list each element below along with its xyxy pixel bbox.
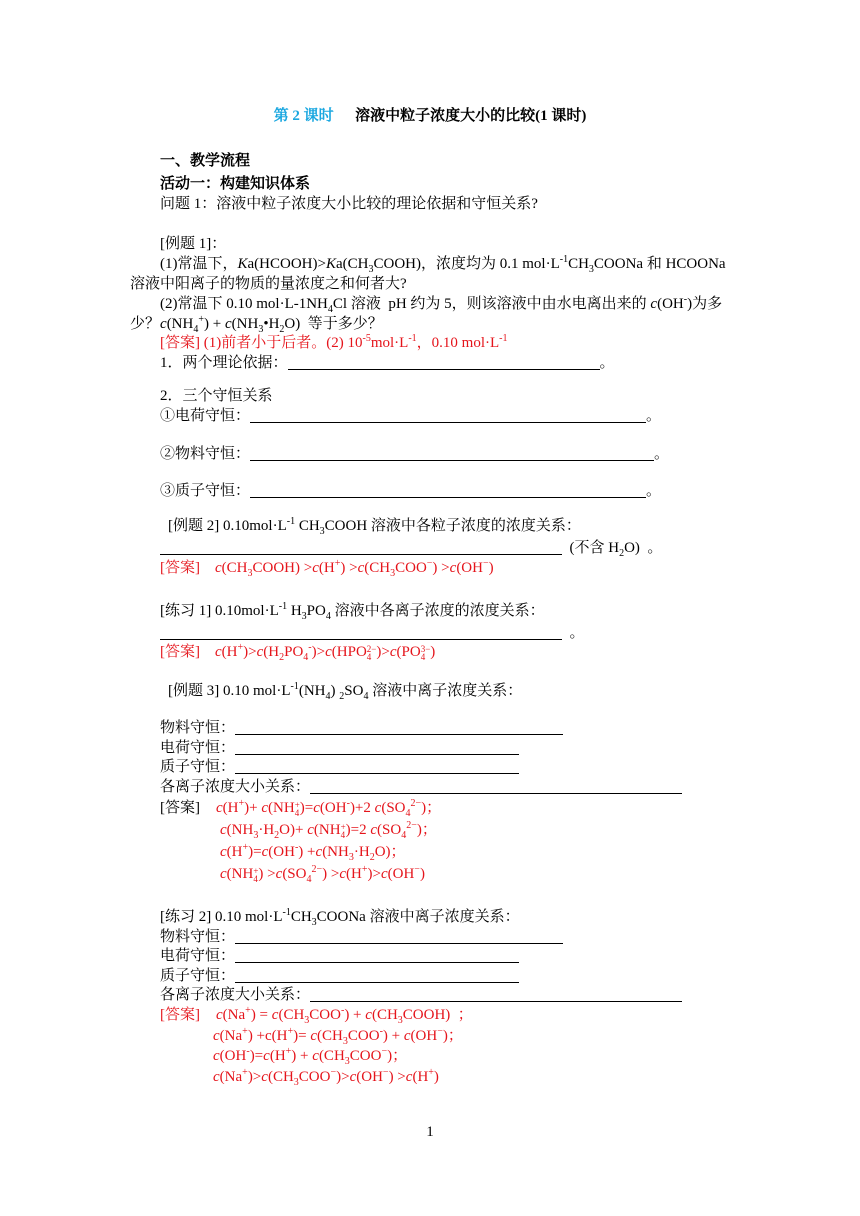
activity-heading: 活动一：构建知识体系 [160, 176, 311, 192]
practice-2-answer-4: $c(Na^+)>c(CH_3COO^-)>c(OH^-) >c(H^+)$ [213, 1067, 439, 1088]
charge-conservation: ①电荷守恒： 。 [160, 408, 662, 424]
example-1-q2-line2: 少？$c(NH_4^+)$ + $c(NH_3•H_2O)$ 等于多少？ [130, 314, 383, 335]
practice-1-answer: [答案] $c(H^+)>c(H_2PO_4^-)>c(HPO2-$ 4 )>c(PO3− 4 ) [160, 642, 436, 663]
example-2-answer: [答案] $c(CH_3COOH) >c(H^+) >c(CH_3COO^-) >c(OH^-)$ [160, 558, 494, 579]
practice-2-charge: 电荷守恒： [160, 946, 519, 966]
example-1-answer: [答案] (1)前者小于后者。(2) $10^{-5}mol\cdot L^{-1}$，0.10 $mol\cdot L^{-1}$ [160, 333, 508, 351]
example-3-proton: 质子守恒： [160, 757, 519, 777]
example-3-answer-4: c(NH+ $4) >c(SO_4^{2-}) >c(H^+)>c(OH^-)$ [220, 864, 425, 885]
example-2-blank-line: (不含 $H_2O$) 。 [160, 538, 662, 558]
practice-2-answer-1: $c(Na^+) = c(CH_3COO^-)$ + $c(CH_3COOH)$ ； [216, 1005, 473, 1026]
practice-2-label: [练习 2] 0.10 $mol\cdot L^{-1}CH_3COONa$ 溶液中离子浓度关系： [160, 907, 520, 928]
example-3-answer-label: [答案] [160, 800, 200, 816]
question-1: 问题 1：溶液中粒子浓度大小比较的理论依据和守恒关系? [160, 196, 538, 212]
page-title [0, 106, 860, 126]
practice-2-answer-2: $c(Na^+) +c(H^+)= c(CH_3COO^-) + c(OH^-)$； [213, 1026, 463, 1047]
example-2-label: [例题 2] $0.10mol\cdot L^{-1}$ $CH_3COOH$ 溶液中各粒子浓度的浓度关系： [168, 516, 581, 537]
example-3-label: [例题 3] 0.10 $mol\cdot L^{-1}(NH_4)$ $_2SO_4$ 溶液中离子浓度关系： [168, 681, 523, 702]
example-3-order: 各离子浓度大小关系： [160, 777, 682, 797]
practice-2-material: 物料守恒： [160, 927, 563, 947]
example-1-label: [例题 1]： [160, 236, 227, 252]
proton-conservation: ③质子守恒： 。 [160, 483, 662, 499]
example-1-q1-line1: (1)常温下，$Ka(HCOOH)>Ka(CH_3COOH)$，浓度均为 0.1 $mol\cdot L^{-1}CH_3COONa$ 和 HCOONa [160, 254, 726, 275]
example-3-answer-3: $c(H^+)=c(OH^-) +c(NH_3\cdot H_2O)$； [220, 842, 406, 863]
conservation-heading: 2．三个守恒关系 [160, 388, 273, 404]
example-1-q1-line2: 溶液中阳离子的物质的量浓度之和何者大? [130, 276, 407, 292]
practice-1-blank-line: 。 [160, 623, 585, 643]
example-3-answer-1: c(H+)+ c(NH+ 4)=c(OH-)+2 $c(SO_4^{2-})$； [216, 798, 442, 819]
practice-2-order: 各离子浓度大小关系： [160, 985, 682, 1005]
section-heading: 一、教学流程 [160, 153, 251, 169]
example-3-answer-2: $c(NH_3\cdot H_2O)+ c(NH+$ 4)=2 $c(SO_4^{2-})$； [220, 820, 437, 841]
example-3-material: 物料守恒： [160, 718, 563, 738]
page-number: 1 [426, 1124, 434, 1140]
lesson-label: 第 2 课时 [273, 108, 334, 124]
material-conservation: ②物料守恒： 。 [160, 446, 670, 462]
example-3-charge: 电荷守恒： [160, 738, 519, 758]
practice-1-label: [练习 1] $0.10mol\cdot L^{-1}$ $H_3PO_4$ 溶液中各离子浓度的浓度关系： [160, 601, 545, 622]
theory-basis: 1．两个理论依据： 。 [160, 355, 615, 371]
example-1-q2-line1: (2)常温下 0.10 $mol\cdot L-1NH_4Cl$ 溶液 pH 约为 5，则该溶液中由水电离出来的 c(OH-)为多 [160, 294, 723, 315]
practice-2-proton: 质子守恒： [160, 966, 519, 986]
practice-2-answer-label: [答案] [160, 1007, 200, 1023]
practice-2-answer-3: $c(OH^-)=c(H^+) + c(CH_3COO^-)$； [213, 1046, 408, 1067]
lesson-topic: 溶液中粒子浓度大小的比较(1 课时) [355, 108, 587, 124]
